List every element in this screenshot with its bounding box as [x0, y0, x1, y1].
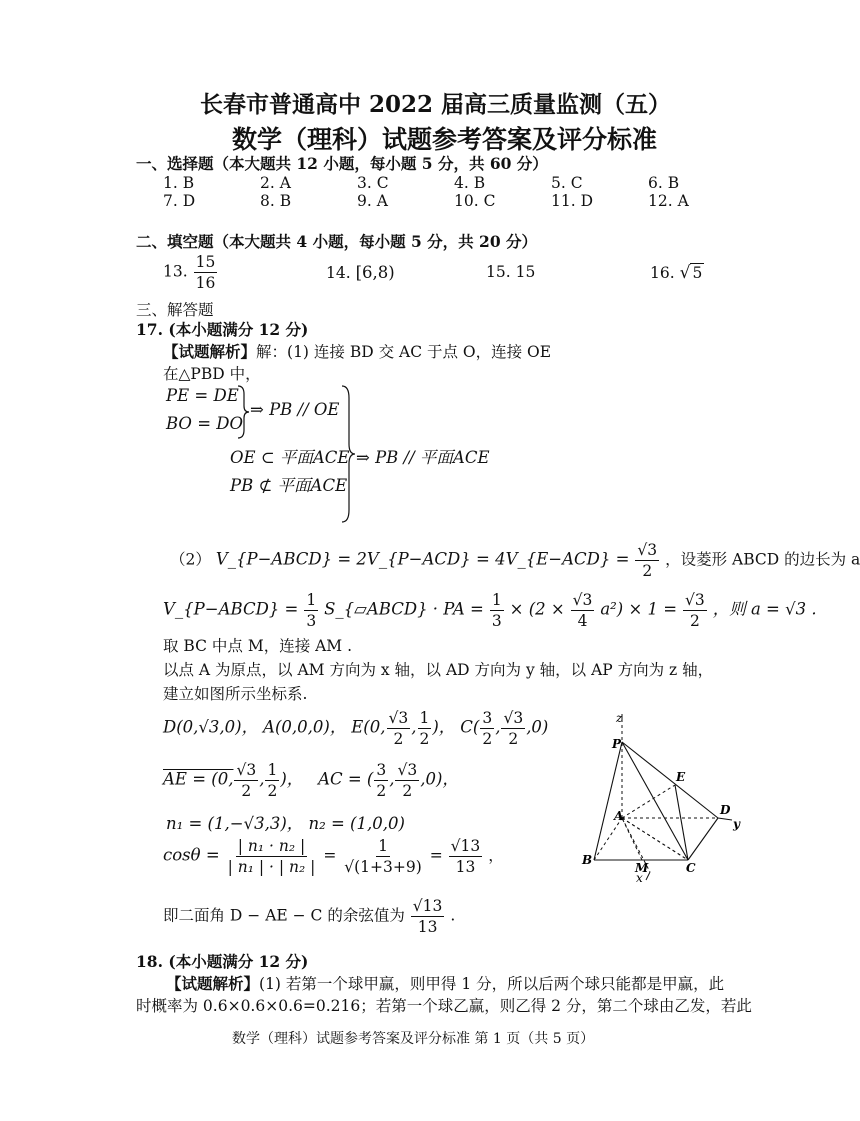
answer-12: 12. A	[648, 192, 689, 210]
volume-a-term: a²) × 1 =	[600, 599, 678, 619]
q17-heading: 17. (本小题满分 12 分)	[136, 320, 309, 339]
answer-1: 1. B	[163, 174, 195, 192]
denominator: 2	[241, 782, 252, 800]
edge-CD	[688, 818, 718, 860]
denominator: √(1+3+9)	[344, 858, 422, 876]
answer-14	[326, 263, 395, 282]
answer-15: 15. 15	[486, 263, 536, 281]
answer-2: 2. A	[260, 174, 291, 192]
fraction-1-3-a	[304, 590, 318, 631]
q17-triangle-line: 在△PBD 中，	[163, 365, 261, 383]
answer-13-label: 13.	[163, 262, 188, 281]
q17-vectors-line	[163, 760, 459, 801]
q17-cond3: OE ⊂ 平面ACE	[230, 448, 350, 467]
numerator: √13	[450, 837, 481, 855]
q17-volume-line	[163, 590, 817, 631]
label-z: z	[616, 711, 623, 725]
fraction-sqrt3-4	[571, 590, 595, 631]
label-P: P	[612, 737, 622, 751]
q18-line1-text: (1) 若第一个球甲赢，则甲得 1 分，所以后两个球只能都是甲赢，此	[259, 975, 725, 993]
brace-2	[340, 384, 356, 524]
q18-line1	[166, 972, 724, 994]
cos-frac3	[449, 836, 483, 877]
point-E-post: )，	[432, 717, 456, 737]
answer-16-label: 16.	[650, 264, 675, 282]
volume-mult-term: × (2 ×	[509, 599, 565, 619]
comma: ,	[411, 717, 417, 737]
denominator: 2	[419, 730, 430, 748]
point-C-pre: C(	[460, 717, 480, 737]
q17-points-line	[163, 708, 548, 749]
cos-lhs: cosθ =	[163, 845, 220, 865]
q17-concl1: ⇒ PB // OE	[250, 400, 340, 419]
denominator: 2	[267, 782, 278, 800]
vector-AC-post: ,0)，	[420, 769, 459, 789]
vector-AC-frac1	[374, 760, 388, 801]
denominator: 2	[642, 562, 653, 580]
numerator: 3	[376, 761, 387, 779]
vector-AE-pre: AE = (0,	[163, 769, 234, 789]
point-E-pre: E(0,	[351, 717, 386, 737]
q17-final-line	[163, 896, 455, 937]
q17-intro-text: 解：(1) 连接 BD 交 AC 于点 O，连接 OE	[256, 343, 552, 361]
vector-AE-post: )，	[280, 769, 304, 789]
q17-tag: 【试题解析】	[163, 342, 257, 361]
point-A: A(0,0,0)，	[263, 717, 347, 737]
numerator: 1	[419, 709, 430, 727]
section-fill-blank-header: 二、填空题（本大题共 4 小题，每小题 5 分，共 20 分）	[136, 232, 538, 251]
brace-1	[236, 384, 250, 440]
denominator: 2	[402, 782, 413, 800]
document-title: 长春市普通高中 2022 届高三质量监测（五）	[200, 91, 672, 118]
q17-cond4: PB ⊄ 平面ACE	[230, 476, 348, 495]
comma: ,	[389, 769, 395, 789]
point-C-frac1	[480, 708, 494, 749]
label-M: M	[635, 861, 649, 875]
label-x: x	[636, 871, 643, 885]
numerator: √3	[637, 541, 658, 559]
numerator: √3	[685, 591, 705, 609]
edge-PB	[594, 742, 622, 860]
answer-13	[163, 252, 218, 293]
answer-4: 4. B	[454, 174, 486, 192]
q17-cos-line	[163, 836, 504, 877]
volume-base-term: S_{▱ABCD} · PA =	[324, 599, 484, 619]
vector-AE-frac2	[265, 760, 279, 801]
edge-PD	[622, 742, 718, 818]
answer-3: 3. C	[357, 174, 389, 192]
label-A: A	[614, 809, 624, 823]
numerator: √3	[397, 761, 418, 779]
edge-AB	[594, 818, 622, 860]
label-E: E	[676, 770, 686, 784]
vector-AC-frac2	[395, 760, 419, 801]
label-B: B	[582, 853, 593, 867]
section-solutions-header: 三、解答题	[136, 301, 214, 319]
numerator: √3	[572, 591, 593, 609]
q17-cond1: PE = DE	[166, 386, 239, 405]
answer-14-value: [6,8)	[355, 263, 395, 282]
q17-part2-prefix: （2）	[170, 550, 211, 569]
answer-6: 6. B	[648, 174, 680, 192]
answer-9: 9. A	[357, 192, 388, 210]
answer-8: 8. B	[260, 192, 292, 210]
denominator: 3	[491, 612, 502, 630]
final-period: .	[450, 906, 456, 925]
denominator: 2	[376, 782, 387, 800]
comma: ,	[259, 769, 265, 789]
answer-16	[650, 263, 704, 283]
denominator: 2	[482, 730, 493, 748]
q18-tag: 【试题解析】	[166, 974, 260, 993]
fraction-sqrt3-2	[683, 590, 707, 631]
q17-midpoint-line: 取 BC 中点 M，连接 AM .	[163, 637, 353, 655]
q17-concl2: ⇒ PB // 平面ACE	[356, 448, 490, 467]
q18-heading: 18. (本小题满分 12 分)	[136, 952, 309, 971]
page-footer: 数学（理科）试题参考答案及评分标准 第 1 页（共 5 页）	[232, 1031, 595, 1047]
q18-line2: 时概率为 0.6×0.6×0.6=0.216；若第一个球乙赢，则乙得 2 分，第二个球由乙发，若此	[136, 997, 752, 1015]
numerator: 1	[306, 591, 317, 609]
vector-AE-frac1	[234, 760, 258, 801]
q17-normals: n₁ = (1,−√3,3)， n₂ = (1,0,0)	[166, 814, 405, 833]
numerator: √3	[388, 709, 409, 727]
answer-11: 11. D	[551, 192, 594, 210]
numerator: 1	[491, 591, 502, 609]
denominator: 2	[508, 730, 519, 748]
vector-AC-pre: AC = (	[318, 769, 374, 789]
q17-axes-line: 以点 A 为原点，以 AM 方向为 x 轴，以 AD 方向为 y 轴，以 AP 方向为 z 轴，	[163, 661, 714, 679]
q17-part2-equation: V_{P−ABCD} = 2V_{P−ACD} = 4V_{E−ACD} =	[215, 549, 630, 569]
q17-part2-suffix: ，设菱形 ABCD 的边长为 a	[665, 550, 860, 569]
cos-frac1	[226, 836, 318, 877]
q17-cond2: BO = DO	[166, 414, 244, 433]
volume-lhs: V_{P−ABCD} =	[163, 599, 299, 619]
equals: =	[323, 846, 337, 865]
section-multiple-choice-header: 一、选择题（本大题共 12 小题，每小题 5 分，共 60 分）	[136, 154, 548, 173]
final-text: 即二面角 D − AE − C 的余弦值为	[163, 906, 405, 925]
label-C: C	[686, 861, 696, 875]
numerator: 3	[482, 709, 493, 727]
cos-frac2	[342, 836, 424, 877]
numerator: √3	[503, 709, 524, 727]
volume-result: ，则 a = √3 .	[712, 599, 817, 619]
pyramid-figure	[570, 710, 760, 885]
label-y: y	[733, 817, 740, 831]
q17-part2-line	[170, 540, 860, 581]
label-D: D	[720, 803, 731, 817]
cos-post: ，	[488, 846, 504, 865]
denominator: 3	[306, 612, 317, 630]
q17-part2-fraction	[635, 540, 659, 581]
answer-16-value: 5	[692, 264, 703, 282]
document-subtitle: 数学（理科）试题参考答案及评分标准	[232, 125, 658, 154]
fraction-1-3-b	[490, 590, 504, 631]
q17-coord-line: 建立如图所示坐标系.	[163, 685, 308, 703]
numerator: | n₁ · n₂ |	[237, 837, 306, 855]
answer-14-label: 14.	[326, 264, 351, 282]
numerator: 1	[267, 761, 278, 779]
denominator: 2	[393, 730, 404, 748]
point-E-frac1	[387, 708, 411, 749]
point-C-frac2	[501, 708, 525, 749]
final-fraction	[411, 896, 445, 937]
denominator: 13	[455, 858, 476, 876]
point-E-frac2	[418, 708, 432, 749]
denominator: 4	[577, 612, 588, 630]
denominator: 13	[417, 918, 438, 936]
denominator: | n₁ | · | n₂ |	[227, 858, 316, 876]
q17-intro	[163, 340, 551, 362]
answer-13-numerator: 15	[195, 253, 216, 271]
numerator: √13	[412, 897, 443, 915]
sqrt-symbol: √	[679, 263, 691, 283]
equals: =	[429, 846, 443, 865]
denominator: 2	[689, 612, 700, 630]
edge-AC2	[622, 818, 688, 860]
numerator: √3	[236, 761, 257, 779]
numerator: 1	[378, 837, 388, 855]
answer-7: 7. D	[163, 192, 196, 210]
answer-10: 10. C	[454, 192, 496, 210]
y-axis-tip	[718, 818, 732, 820]
answer-13-denominator: 16	[195, 274, 216, 292]
answer-5: 5. C	[551, 174, 583, 192]
answer-13-fraction	[194, 252, 218, 293]
comma: ,	[495, 717, 501, 737]
point-D: D(0,√3,0)，	[163, 717, 259, 737]
point-C-post: ,0)	[526, 717, 549, 737]
